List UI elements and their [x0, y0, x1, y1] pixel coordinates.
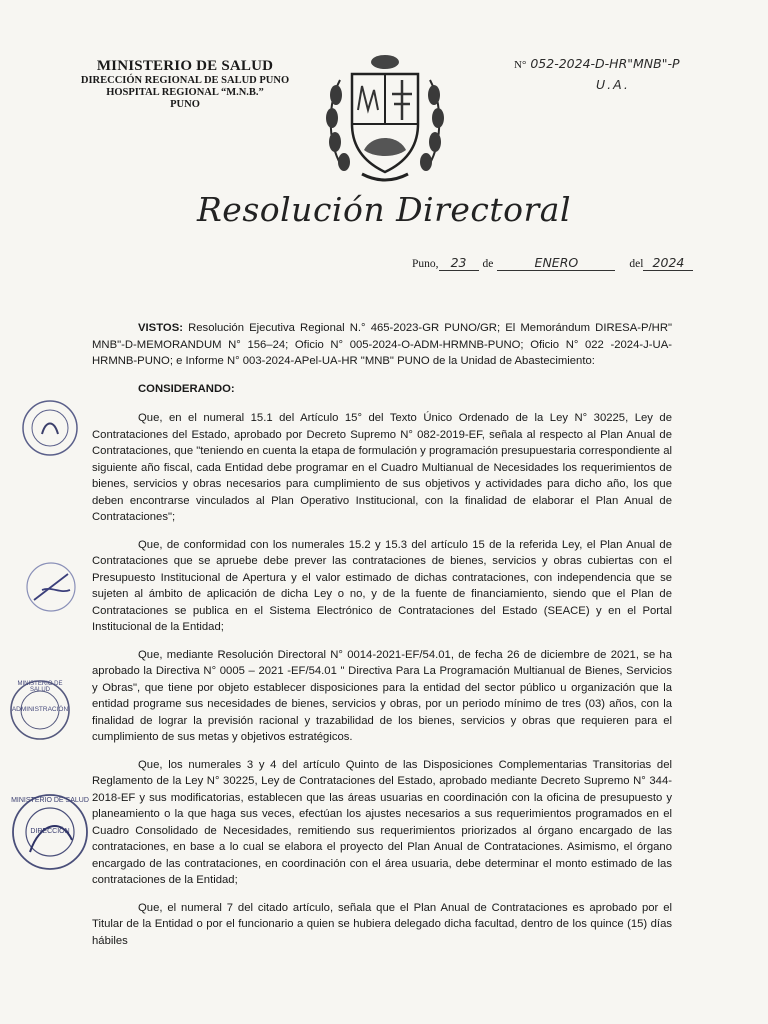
date-day: 23	[439, 255, 479, 271]
resolution-number-block	[514, 56, 714, 92]
considerando-heading: CONSIDERANDO:	[138, 382, 235, 395]
date-de: de	[482, 258, 494, 270]
ministry-name: MINISTERIO DE SALUD	[96, 58, 274, 74]
institution-header	[60, 58, 310, 111]
regional-directorate: DIRECCIÓN REGIONAL DE SALUD PUNO	[80, 75, 290, 86]
vistos-text: Resolución Ejecutiva Regional N.° 465-2023-GR PUNO/GR; El Memorándum DIRESA-P/HR" MNB"-D-MEMORANDUM N° 156–24; Oficio N° 005-2024-O-ADM-HRMNB-PUNO; Oficio N° 022 -2024-J-UA-HRMNB-PUNO; e Informe N° 003-2024-APel-UA-HR "MNB" PUNO de la Unidad de Abastecimiento:	[92, 322, 672, 367]
stamp3-top-text: MINISTERIO DE SALUD	[17, 681, 63, 693]
vistos-paragraph	[92, 320, 672, 370]
paragraph-3: Que, mediante Resolución Directoral N° 0014-2021-EF/54.01, de fecha 26 de diciembre de 2021, se ha aprobado la Directiva N° 0005 – 2021 -EF/54.01 " Directiva Para La Programación Multianual de Bienes, Servicios y Obras", que tiene por objeto establecer disposiciones para la entidad del sector público u organización que la entidad programe sus necesidades de bienes, servicios y obras, por un periodo mínimo de tres (03) años, con la finalidad de lograr la previsión racional y trazabilidad de los bienes, servicios y obras que requieren para el cumplimiento de sus metas y objetivos estratégicos.	[92, 648, 672, 743]
stamp4-mid-text: DIRECCIÓN	[30, 828, 70, 835]
paragraph-4: Que, los numerales 3 y 4 del artículo Quinto de las Disposiciones Complementarias Transitorias del Reglamento de la Ley N° 30225, Ley de Contrataciones del Estado, aprobado mediante Decreto Supremo N° 344-2018-EF y sus modificatorias, establecen que las áreas usuarias en coordinación con la oficina de presupuesto y planeamiento o la que haga sus veces, efectúan los ajustes necesarios a sus requerimientos programados en el Cuadro Consolidado de Necesidades, remitiendo sus requerimientos priorizados al órgano encargado de las contrataciones, en base a lo cual se elabora el proyecto del Plan Anual de Contrataciones. Asimismo, el órgano encargado de las contrataciones, en coordinación con el área usuaria, debe determinar el monto estimado de las contrataciones de la Entidad;	[92, 758, 672, 886]
date-year: 2024	[643, 255, 693, 271]
city-name: PUNO	[170, 99, 200, 110]
seal-stamp-icon	[20, 398, 80, 458]
number-prefix: N°	[514, 59, 527, 71]
hospital-name: HOSPITAL REGIONAL “M.N.B.”	[106, 87, 264, 98]
date-line	[412, 255, 712, 271]
direction-stamp	[10, 792, 90, 872]
administration-stamp	[8, 678, 72, 752]
document-body	[92, 320, 672, 960]
date-month: ENERO	[497, 255, 615, 271]
resolution-number: 052-2024-D-HR"MNB"-P	[530, 56, 680, 71]
paragraph-5: Que, el numeral 7 del citado artículo, señala que el Plan Anual de Contrataciones es aprobado por el Titular de la Entidad o por el funcionario a quien se hubiera delegado dicha facultad, dentro de los quince (15) días hábiles	[92, 901, 672, 947]
paragraph-2: Que, de conformidad con los numerales 15.2 y 15.3 del artículo 15 de la referida Ley, el Plan Anual de Contrataciones que se apruebe debe prever las contrataciones de bienes, servicios y obras cubiertas con el Presupuesto Institucional de Apertura y el valor estimado de dichas contrataciones, con independencia que se sujeten al ámbito de aplicación de dicha Ley o no, y de la fuente de financiamiento, siendo que el Plan de Contrataciones se publica en el Sistema Electrónico de Contrataciones del Estado (SEACE) y en el Portal Institucional de la Entidad;	[92, 538, 672, 633]
stamp3-mid-text: ADMINISTRACIÓN	[11, 706, 69, 713]
date-city: Puno,	[412, 258, 439, 270]
document-title: Resolución Directoral	[196, 190, 572, 229]
date-del: del	[629, 258, 644, 270]
unit-code: U.A.	[596, 77, 630, 92]
coat-of-arms-icon	[322, 50, 448, 186]
vistos-label: VISTOS:	[138, 322, 183, 334]
paragraph-1: Que, en el numeral 15.1 del Artículo 15° del Texto Único Ordenado de la Ley N° 30225, Ley de Contrataciones del Estado, aprobado por Decreto Supremo N° 082-2019-EF, señala al respecto al Plan Anual de Contrataciones, que "teniendo en cuenta la etapa de formulación y programación presupuestaria correspondiente al siguiente año fiscal, cada Entidad debe programar en el Cuadro Multianual de Necesidades los requerimientos de bienes, servicios y obras necesarios para cumplimiento de sus objetivos y actividades para dicho año, los que deben encontrarse vinculados al Plan Operativo Institucional, con la finalidad de elaborar el Plan Anual de Contrataciones";	[92, 412, 672, 523]
signature-stamp-icon	[24, 560, 78, 614]
stamp4-top-text: MINISTERIO DE SALUD	[11, 797, 89, 804]
